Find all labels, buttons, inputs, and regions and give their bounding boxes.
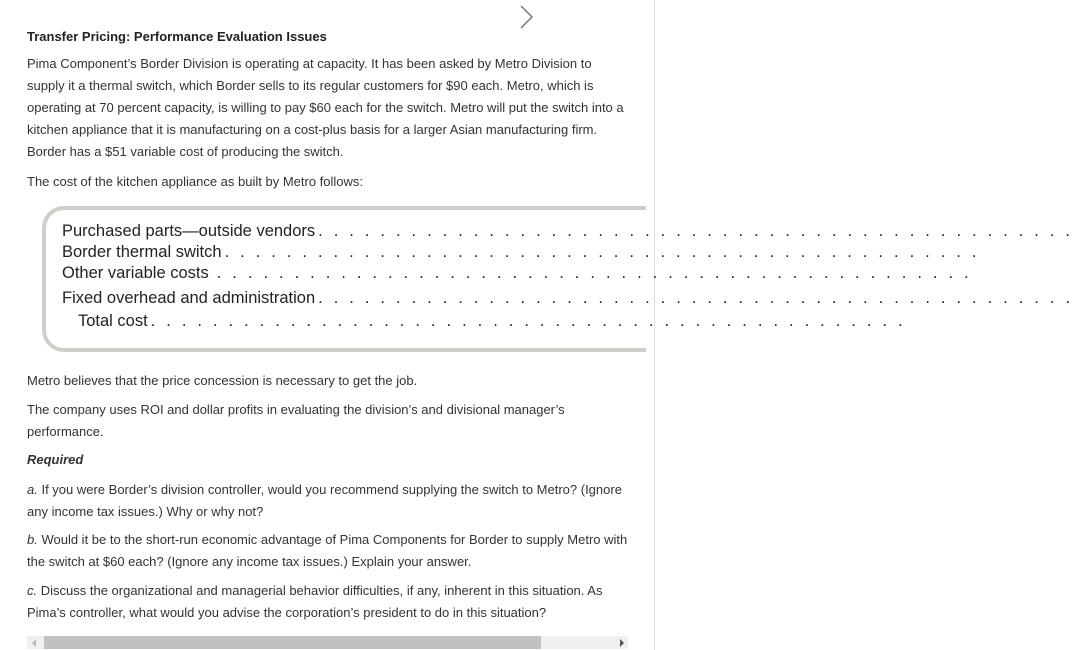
leader-dots: . . . . . . . . . . . . . . . . . . . . . . . . . . . . . . . . . . . . . . . . . . . . . . . . .	[318, 289, 1073, 307]
roi-paragraph: The company uses ROI and dollar profits in evaluating the division’s and divisional manager’s performance.	[27, 402, 565, 439]
scrollbar-thumb[interactable]	[44, 636, 541, 649]
question-text: If you were Border’s division controller, would you recommend supplying the switch to Metro? (Ignore any income tax issues.) Why or why not?	[27, 482, 622, 519]
metro-paragraph: Metro believes that the price concession is necessary to get the job.	[27, 373, 418, 388]
question-text: Would it be to the short-run economic advantage of Pima Components for Border to supply Metro with the switch at $60 each? (Ignore any income tax issues.) Explain your answer.	[27, 532, 628, 569]
question-letter: c.	[27, 583, 38, 598]
cost-row	[62, 241, 980, 263]
problem-title: Transfer Pricing: Performance Evaluation Issues	[27, 29, 327, 44]
question-letter: b.	[27, 532, 38, 547]
cost-row	[62, 220, 1073, 242]
cost-label: Total cost	[78, 312, 148, 330]
leader-dots: . . . . . . . . . . . . . . . . . . . . . . . . . . . . . . . . . . . . . . . . . . . . . . . . .	[150, 312, 906, 330]
question-c	[27, 580, 637, 624]
intro-paragraph: Pima Component’s Border Division is operating at capacity. It has been asked by Metro Division to supply it a thermal switch, which Border sells to its regular customers for $90 each. Metro, which is operating at 70 percent capacity, is willing to pay $60 each for the switch. Metro will put the switch into a kitchen appliance that it is manufacturing on a cost-plus basis for a larger Asian manufacturing firm. Border has a $51 variable cost of producing the switch.	[27, 56, 624, 159]
scroll-right-icon[interactable]	[619, 639, 625, 647]
cost-total-row	[78, 310, 906, 332]
question-letter: a.	[27, 482, 38, 497]
question-b	[27, 529, 632, 573]
leader-dots: . . . . . . . . . . . . . . . . . . . . . . . . . . . . . . . . . . . . . . . . . . . . . . . . .	[224, 243, 980, 261]
cost-row	[62, 262, 972, 284]
cost-label: Border thermal switch	[62, 243, 222, 261]
cost-intro: The cost of the kitchen appliance as built by Metro follows:	[27, 174, 364, 189]
cost-row	[62, 287, 1073, 309]
question-a	[27, 479, 632, 523]
cost-label: Other variable costs	[62, 264, 209, 282]
leader-dots: . . . . . . . . . . . . . . . . . . . . . . . . . . . . . . . . . . . . . . . . . . . . . . . . .	[216, 264, 972, 282]
cost-label: Purchased parts—outside vendors	[62, 222, 316, 240]
cost-label: Fixed overhead and administration	[62, 289, 316, 307]
question-text: Discuss the organizational and managerial behavior difficulties, if any, inherent in this situation. As Pima’s controller, what would you advise the corporation’s president to do in this situation?	[27, 583, 603, 620]
leader-dots: . . . . . . . . . . . . . . . . . . . . . . . . . . . . . . . . . . . . . . . . . . . . . . . . .	[318, 222, 1073, 240]
scroll-left-icon[interactable]	[31, 639, 37, 647]
required-heading: Required	[27, 452, 84, 467]
